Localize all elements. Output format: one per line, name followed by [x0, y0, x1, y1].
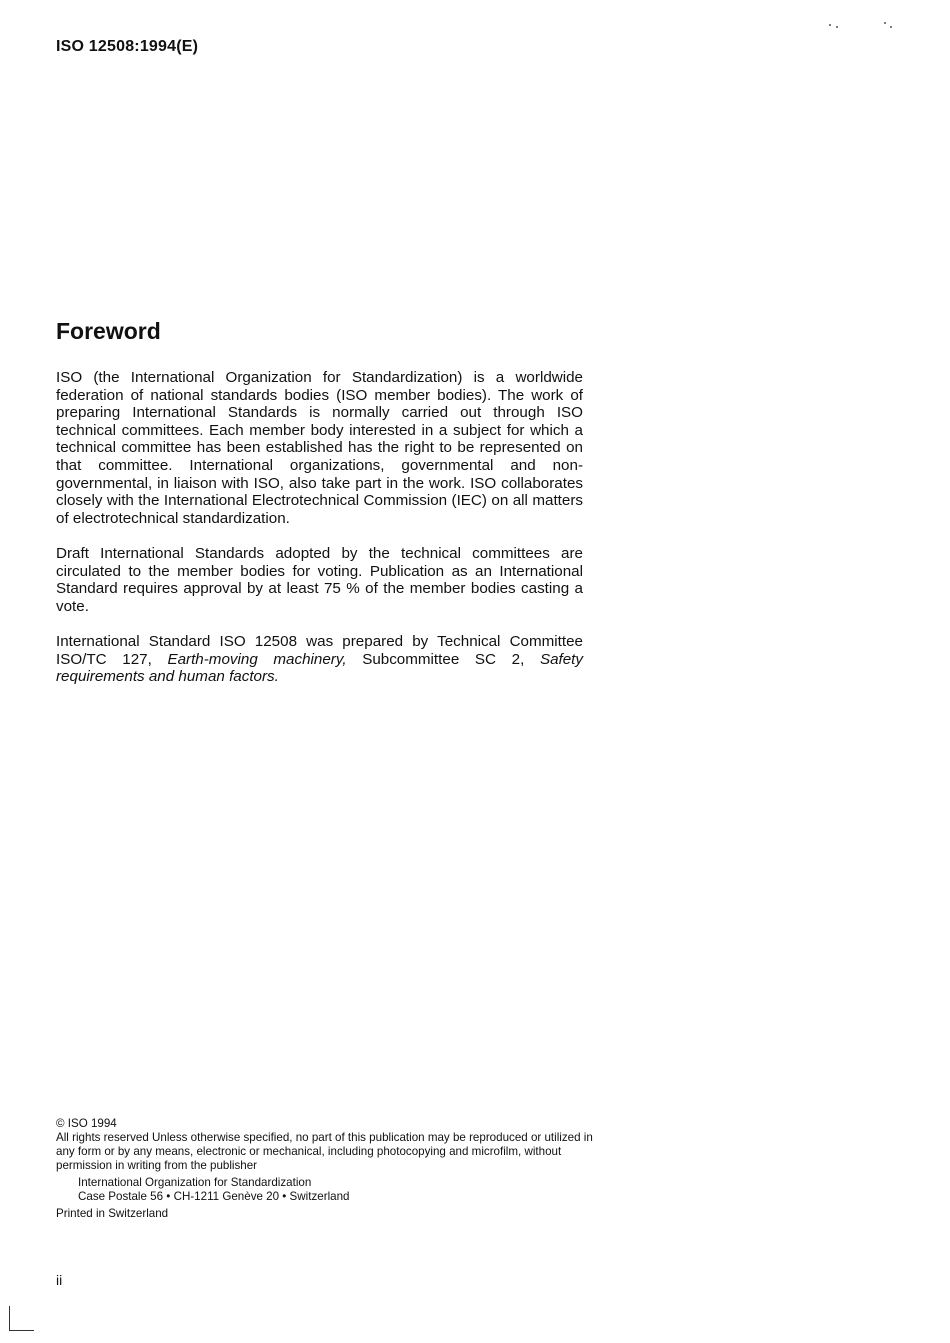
crop-mark — [9, 1306, 34, 1331]
foreword-paragraph — [56, 369, 583, 527]
page-number: ii — [56, 1272, 63, 1288]
document-id-header: ISO 12508:1994(E) — [56, 38, 199, 55]
copyright-block — [56, 1117, 596, 1221]
scan-speck — [890, 26, 892, 28]
scan-speck — [829, 24, 831, 26]
rights-statement: All rights reserved Unless otherwise specified, no part of this publication may be reproduced or utilized in any form or by any means, electronic or mechanical, including photocopying and microfilm, without permission in writing from the publisher — [56, 1131, 593, 1172]
org-name: International Organization for Standardization — [78, 1176, 312, 1189]
paragraph-text: International Standard ISO 12508 was prepared by Technical Committee ISO/TC 127, — [56, 632, 583, 668]
scan-speck — [884, 22, 886, 24]
foreword-heading: Foreword — [56, 318, 161, 344]
paragraph-text: Draft International Standards adopted by the technical committees are circulated to the member bodies for voting. Publication as an International Standard requires approval by at least 75 % of the member bodies casting a vote. — [56, 544, 583, 615]
paragraph-text: ISO (the International Organization for Standardization) is a worldwide federation of national standards bodies (ISO member bodies). The work of preparing International Standards is normally carried out through ISO technical committees. Each member body interested in a subject for which a technical committee has been established has the right to be represented on that committee. International organizations, governmental and non-governmental, in liaison with ISO, also take part in the work. ISO collaborates closely with the International Electrotechnical Commission (IEC) on all matters of electrotechnical standardization. — [56, 369, 583, 527]
printed-location: Printed in Switzerland — [56, 1207, 169, 1220]
org-address: Case Postale 56 • CH-1211 Genève 20 • Switzerland — [78, 1190, 350, 1203]
paragraph-text: Subcommittee SC 2, — [346, 650, 540, 668]
italic-text: Safety requirements and human factors. — [56, 650, 583, 686]
italic-text: Earth-moving machinery, — [167, 650, 347, 668]
scan-speck — [836, 26, 838, 28]
foreword-paragraph — [56, 633, 583, 686]
foreword-paragraph — [56, 545, 583, 615]
foreword-body — [56, 369, 583, 703]
copyright-notice: © ISO 1994 — [56, 1117, 117, 1130]
